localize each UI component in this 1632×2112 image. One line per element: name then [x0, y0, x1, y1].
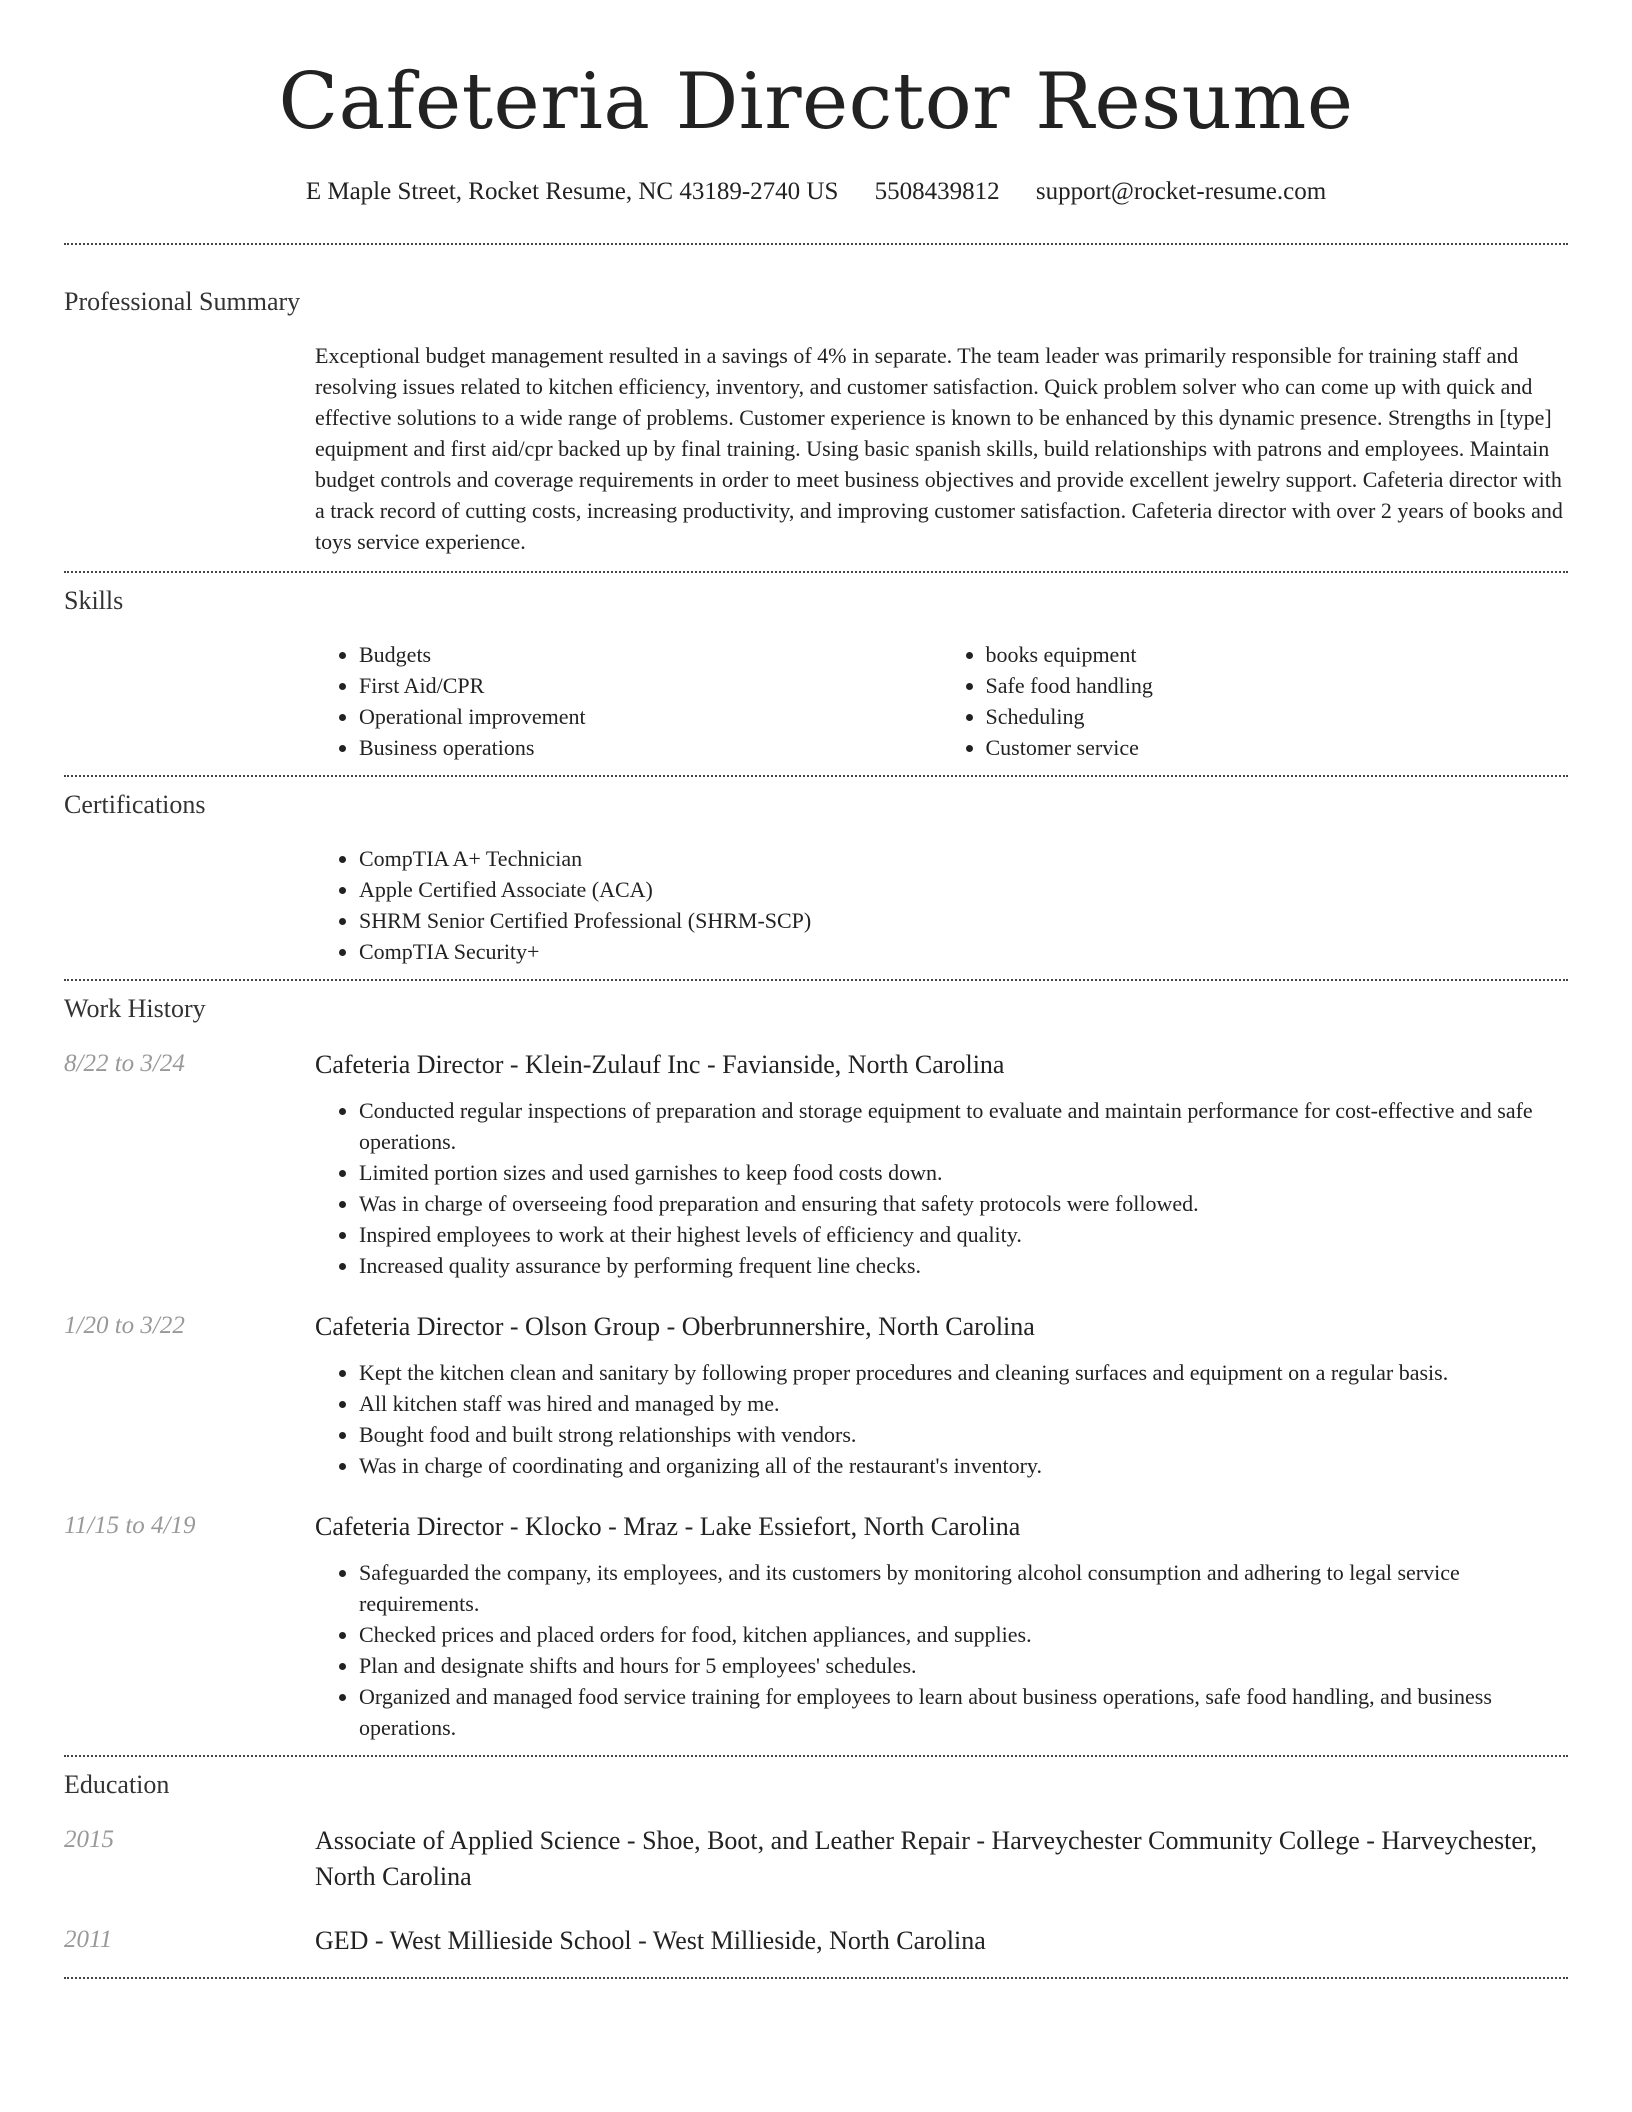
skill-item: • Safe food handling	[986, 670, 1569, 701]
resume-title: Cafeteria Director Resume	[278, 57, 1354, 147]
job-heading: Cafeteria Director - Klein-Zulauf Inc - Favianside, North Carolina	[315, 1050, 1005, 1079]
education-date: 2015	[64, 1826, 114, 1853]
education-entry	[64, 1823, 1568, 1895]
skill-item: • Business operations	[359, 732, 942, 763]
section-title-education: Education	[64, 1770, 170, 1799]
education-heading: Associate of Applied Science - Shoe, Boot, and Leather Repair - Harveychester Community College - Harveychester, North Carolina	[315, 1826, 1538, 1891]
certification-item: • CompTIA A+ Technician	[359, 843, 1568, 874]
summary-text: Exceptional budget management resulted in a savings of 4% in separate. The team leader was primarily responsible for training staff and resolving issues related to kitchen efficiency, inventory, and customer satisfaction. Quick problem solver who can come up with quick and effective solutions to a wide range of problems. Customer experience is known to be enhanced by this dynamic presence. Strengths in [type] equipment and first aid/cpr backed up by final training. Using basic spanish skills, build relationships with patrons and employees. Maintain budget controls and coverage requirements in order to meet business objectives and provide excellent jewelry support. Cafeteria director with a track record of cutting costs, increasing productivity, and improving customer satisfaction. Cafeteria director with over 2 years of books and toys service experience.	[315, 343, 1563, 554]
job-bullet: • Increased quality assurance by performing frequent line checks.	[359, 1250, 1568, 1281]
job-bullets	[315, 1357, 1568, 1481]
education-heading: GED - West Millieside School - West Millieside, North Carolina	[315, 1926, 986, 1955]
job-bullet: • Checked prices and placed orders for food, kitchen appliances, and supplies.	[359, 1619, 1568, 1650]
job-entry	[64, 1309, 1568, 1481]
contact-email: support@rocket-resume.com	[1035, 178, 1327, 205]
divider	[64, 1977, 1568, 1979]
education-date: 2011	[64, 1926, 113, 1953]
job-bullet: • Organized and managed food service training for employees to learn about business operations, safe food handling, and business operations.	[359, 1681, 1568, 1743]
job-bullets	[315, 1557, 1568, 1743]
skills-column-left	[315, 639, 942, 763]
job-bullet: • Kept the kitchen clean and sanitary by following proper procedures and cleaning surfaces and equipment on a regular basis.	[359, 1357, 1568, 1388]
skill-item: • Scheduling	[986, 701, 1569, 732]
education-entry	[64, 1923, 1568, 1959]
job-bullet: • Was in charge of overseeing food preparation and ensuring that safety protocols were followed.	[359, 1188, 1568, 1219]
certification-item: • CompTIA Security+	[359, 936, 1568, 967]
education-body	[315, 1823, 1568, 1895]
contact-address: E Maple Street, Rocket Resume, NC 43189-2740 US	[305, 178, 839, 205]
job-entry	[64, 1047, 1568, 1281]
job-bullet: • Was in charge of coordinating and organizing all of the restaurant's inventory.	[359, 1450, 1568, 1481]
job-bullet: • Limited portion sizes and used garnishes to keep food costs down.	[359, 1157, 1568, 1188]
job-dates: 1/20 to 3/22	[64, 1312, 185, 1339]
section-summary	[64, 245, 1568, 557]
job-entry	[64, 1509, 1568, 1743]
section-title-skills: Skills	[64, 586, 124, 615]
job-bullet: • All kitchen staff was hired and managed by me.	[359, 1388, 1568, 1419]
certification-item: • SHRM Senior Certified Professional (SHRM-SCP)	[359, 905, 1568, 936]
skills-list	[315, 639, 1568, 763]
job-bullets	[315, 1095, 1568, 1281]
job-body	[315, 1309, 1568, 1481]
certifications-list	[315, 843, 1568, 967]
summary-body	[315, 340, 1568, 557]
section-title-work-history: Work History	[64, 994, 206, 1023]
section-certifications	[64, 777, 1568, 967]
skill-item: • books equipment	[986, 639, 1569, 670]
job-bullet: • Bought food and built strong relationships with vendors.	[359, 1419, 1568, 1450]
job-bullet: • Inspired employees to work at their highest levels of efficiency and quality.	[359, 1219, 1568, 1250]
education-body	[315, 1923, 1568, 1959]
job-heading: Cafeteria Director - Olson Group - Oberbrunnershire, North Carolina	[315, 1312, 1035, 1341]
skill-item: • Budgets	[359, 639, 942, 670]
section-education	[64, 1757, 1568, 1959]
certification-item: • Apple Certified Associate (ACA)	[359, 874, 1568, 905]
job-dates: 11/15 to 4/19	[64, 1512, 196, 1539]
skill-item: • First Aid/CPR	[359, 670, 942, 701]
section-work-history	[64, 981, 1568, 1743]
skills-column-right	[942, 639, 1569, 763]
job-bullet: • Safeguarded the company, its employees, and its customers by monitoring alcohol consumption and adhering to legal service requirements.	[359, 1557, 1568, 1619]
section-title-summary: Professional Summary	[64, 287, 301, 316]
job-body	[315, 1509, 1568, 1743]
contact-phone: 5508439812	[874, 178, 1000, 205]
job-bullet: • Conducted regular inspections of preparation and storage equipment to evaluate and maintain performance for cost-effective and safe operations.	[359, 1095, 1568, 1157]
skill-item: • Customer service	[986, 732, 1569, 763]
job-dates: 8/22 to 3/24	[64, 1050, 185, 1077]
skill-item: • Operational improvement	[359, 701, 942, 732]
job-heading: Cafeteria Director - Klocko - Mraz - Lake Essiefort, North Carolina	[315, 1512, 1021, 1541]
section-skills	[64, 573, 1568, 763]
job-body	[315, 1047, 1568, 1281]
contact-line	[64, 176, 1568, 208]
section-title-certifications: Certifications	[64, 790, 206, 819]
job-bullet: • Plan and designate shifts and hours for 5 employees' schedules.	[359, 1650, 1568, 1681]
